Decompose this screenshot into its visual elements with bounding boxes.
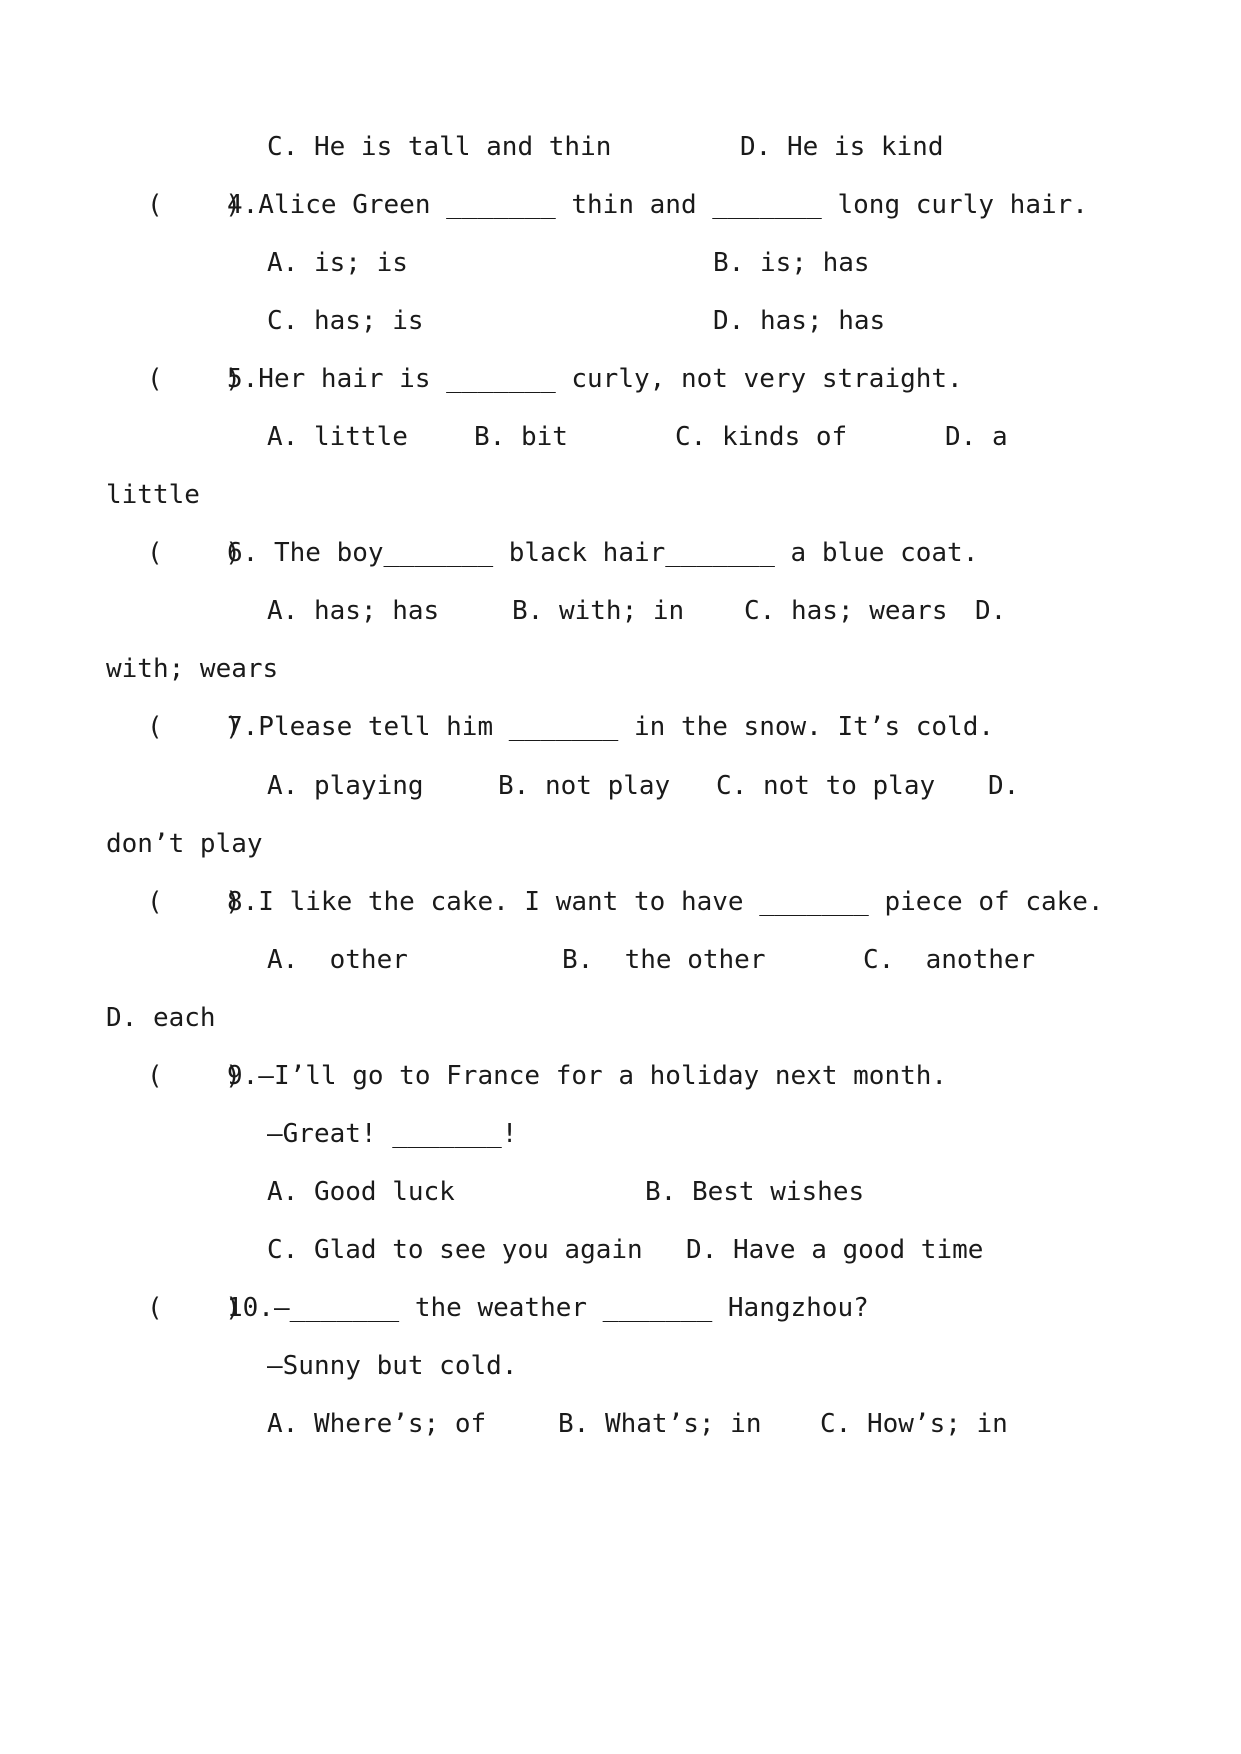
- q4-stem: 4.Alice Green _______ thin and _______ long curly hair.: [227, 190, 1088, 220]
- q4-option-b: B. is; has: [713, 248, 870, 278]
- q8-option-a: A. other: [267, 945, 408, 975]
- q7-answer-blank[interactable]: ( ): [147, 712, 241, 742]
- q7-option-c: C. not to play: [716, 771, 936, 801]
- q10-reply: —Sunny but cold.: [267, 1351, 518, 1381]
- q9-option-b: B. Best wishes: [645, 1177, 865, 1207]
- q6-option-d-continued: with; wears: [106, 654, 279, 684]
- q6-option-c: C. has; wears: [744, 596, 948, 626]
- q6-answer-blank[interactable]: ( ): [147, 538, 241, 568]
- q6-option-a: A. has; has: [267, 596, 440, 626]
- q9-option-a: A. Good luck: [267, 1177, 455, 1207]
- q8-option-d: D. each: [106, 1003, 216, 1033]
- q9-answer-blank[interactable]: ( ): [147, 1061, 241, 1091]
- q10-answer-blank[interactable]: ( ): [147, 1293, 241, 1323]
- q5-option-d-continued: little: [106, 480, 200, 510]
- q6-option-d: D.: [975, 596, 1007, 626]
- q3-option-c: C. He is tall and thin: [267, 132, 612, 162]
- q6-option-b: B. with; in: [512, 596, 685, 626]
- q9-stem: 9.—I’ll go to France for a holiday next month.: [227, 1061, 948, 1091]
- q8-stem: 8.I like the cake. I want to have _______ piece of cake.: [227, 887, 1104, 917]
- q8-option-c: C. another: [863, 945, 1036, 975]
- q7-option-d: D.: [988, 771, 1020, 801]
- q9-reply: —Great! _______!: [267, 1119, 518, 1149]
- q7-option-a: A. playing: [267, 771, 424, 801]
- q10-option-a: A. Where’s; of: [267, 1409, 487, 1439]
- q10-option-c: C. How’s; in: [820, 1409, 1008, 1439]
- q3-option-d: D. He is kind: [740, 132, 944, 162]
- q4-option-c: C. has; is: [267, 306, 424, 336]
- q5-option-d: D. a: [945, 422, 1008, 452]
- q7-option-d-continued: don’t play: [106, 829, 263, 859]
- q4-option-a: A. is; is: [267, 248, 408, 278]
- q7-stem: 7.Please tell him _______ in the snow. It’s cold.: [227, 712, 995, 742]
- q5-option-c: C. kinds of: [675, 422, 848, 452]
- q5-stem: 5.Her hair is _______ curly, not very straight.: [227, 364, 963, 394]
- q5-answer-blank[interactable]: ( ): [147, 364, 241, 394]
- q10-stem: 10.—_______ the weather _______ Hangzhou?: [227, 1293, 869, 1323]
- q5-option-b: B. bit: [474, 422, 568, 452]
- q9-option-d: D. Have a good time: [686, 1235, 984, 1265]
- q6-stem: 6. The boy_______ black hair_______ a blue coat.: [227, 538, 979, 568]
- q8-answer-blank[interactable]: ( ): [147, 887, 241, 917]
- q5-option-a: A. little: [267, 422, 408, 452]
- q7-option-b: B. not play: [498, 771, 671, 801]
- q4-option-d: D. has; has: [713, 306, 886, 336]
- q9-option-c: C. Glad to see you again: [267, 1235, 643, 1265]
- q4-answer-blank[interactable]: ( ): [147, 190, 241, 220]
- q8-option-b: B. the other: [562, 945, 766, 975]
- q10-option-b: B. What’s; in: [558, 1409, 762, 1439]
